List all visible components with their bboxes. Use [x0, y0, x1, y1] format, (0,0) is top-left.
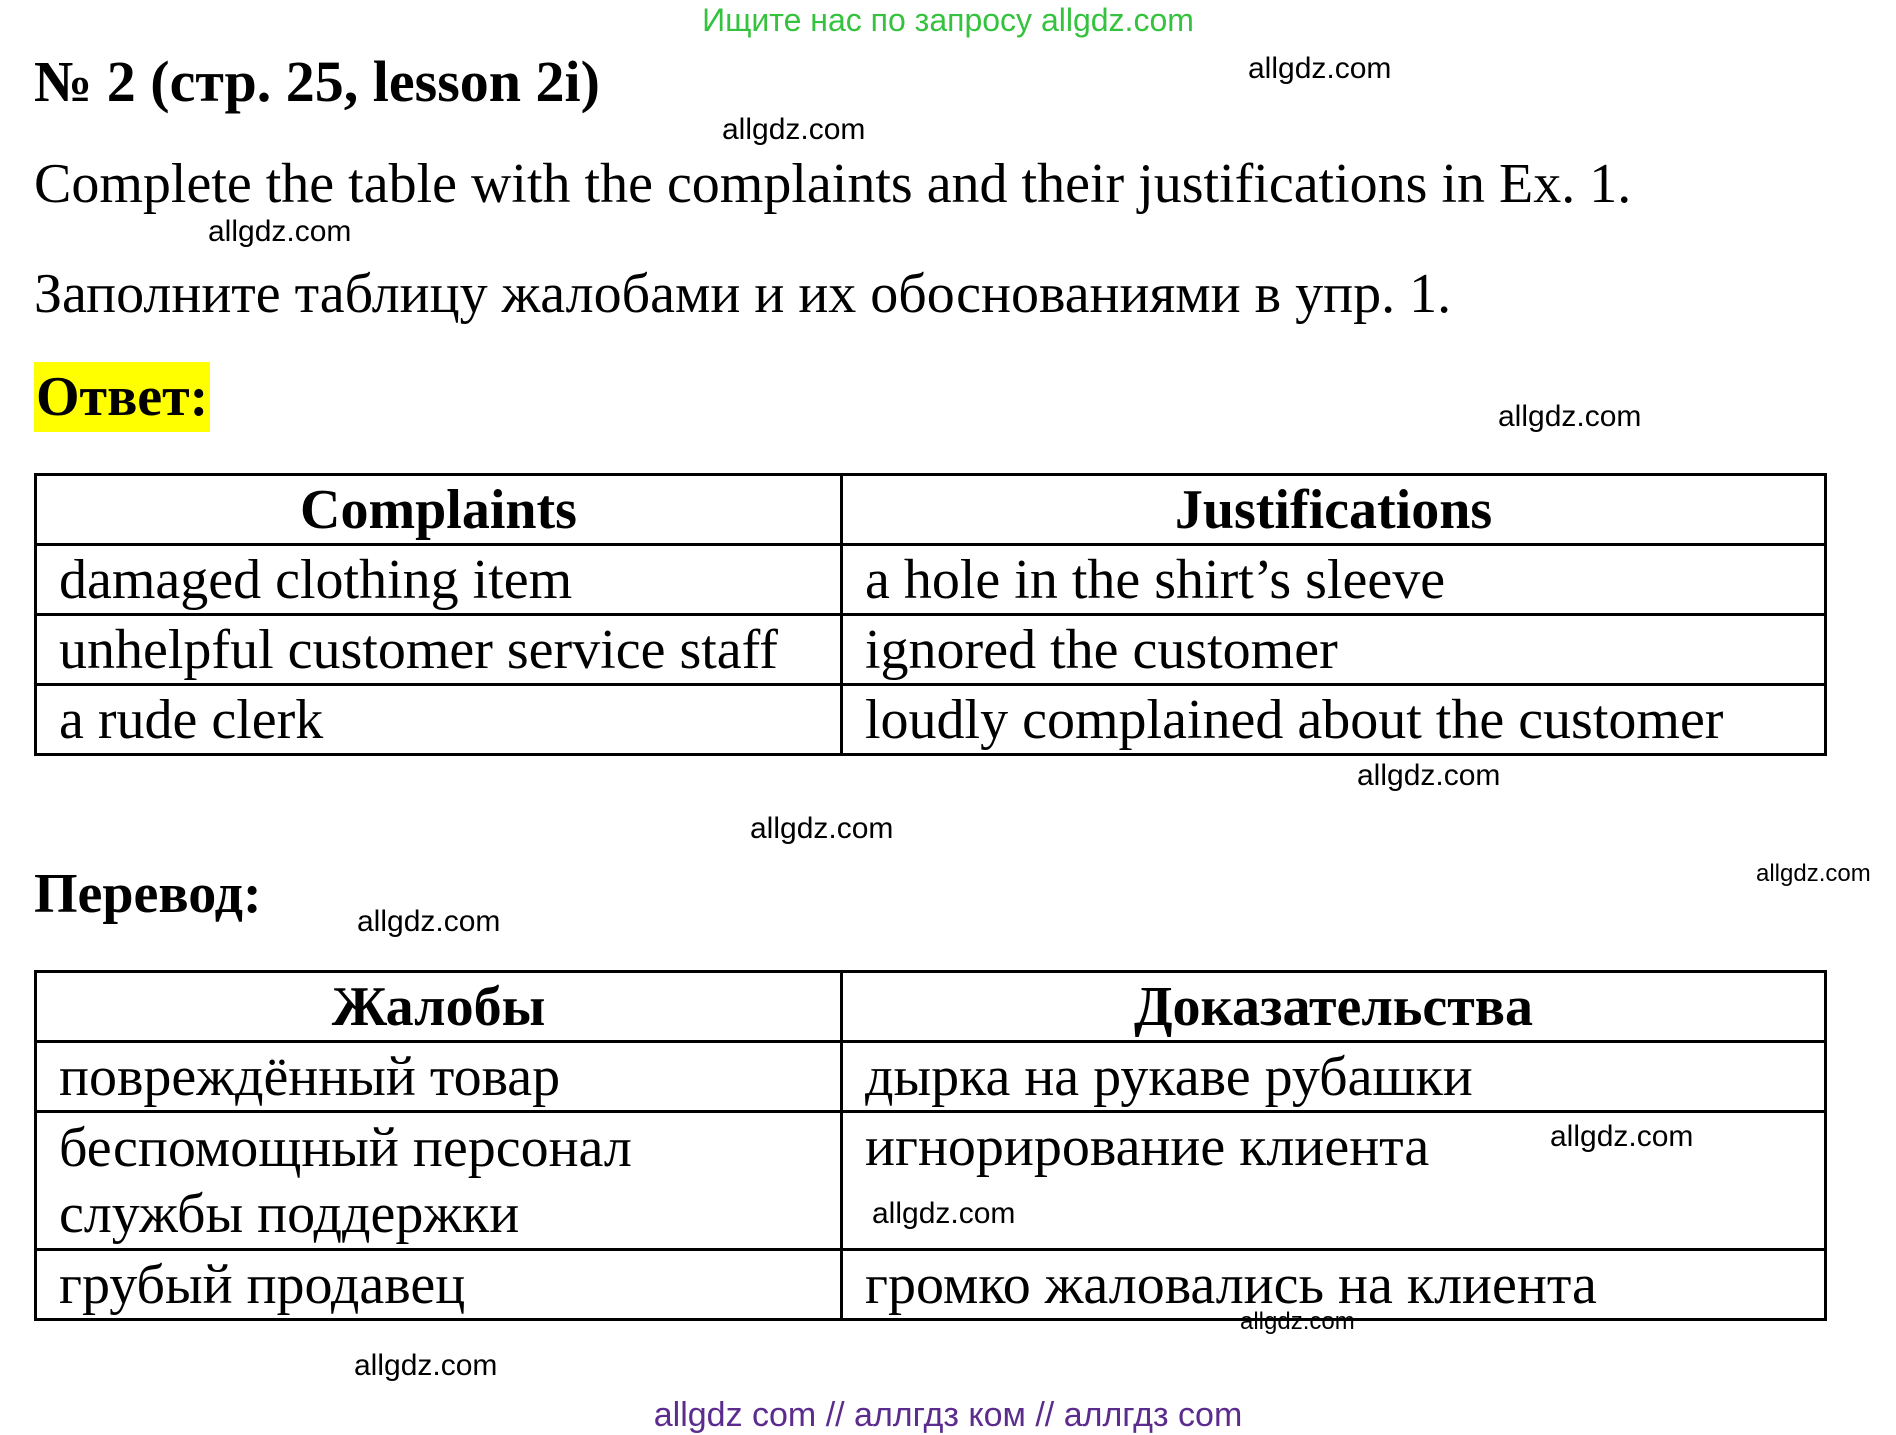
- watermark: allgdz.com: [1550, 1120, 1694, 1153]
- answer-label: Ответ:: [34, 362, 210, 432]
- header-evidence-ru: Доказательства: [842, 972, 1826, 1042]
- task-title: № 2 (стр. 25, lesson 2i): [34, 49, 600, 114]
- answer-table: [34, 473, 1827, 756]
- table-row: [36, 685, 1826, 755]
- watermark: allgdz.com: [354, 1349, 498, 1382]
- watermark: allgdz.com: [357, 905, 501, 938]
- watermark: allgdz.com: [722, 113, 866, 146]
- translation-label: Перевод:: [34, 863, 262, 925]
- watermark: allgdz.com: [1240, 1308, 1355, 1335]
- watermark: allgdz.com: [750, 812, 894, 845]
- watermark: allgdz.com: [1498, 400, 1642, 433]
- justification-cell: ignored the customer: [842, 615, 1826, 685]
- justification-cell: loudly complained about the customer: [842, 685, 1826, 755]
- table-header-row: [36, 475, 1826, 545]
- watermark: allgdz.com: [1248, 52, 1392, 85]
- table-row: [36, 545, 1826, 615]
- evidence-cell: дырка на рукаве рубашки: [842, 1042, 1826, 1112]
- watermark: allgdz.com: [1357, 759, 1501, 792]
- table-header-row: [36, 972, 1826, 1042]
- complaint-cell: беспомощный персонал службы поддержки: [36, 1112, 842, 1250]
- complaint-cell: damaged clothing item: [36, 545, 842, 615]
- watermark: allgdz.com: [208, 215, 352, 248]
- instruction-russian: Заполните таблицу жалобами и их обоснованиями в упр. 1.: [34, 263, 1452, 325]
- justification-cell: a hole in the shirt’s sleeve: [842, 545, 1826, 615]
- complaint-cell: a rude clerk: [36, 685, 842, 755]
- table-row: [36, 1250, 1826, 1320]
- watermark: allgdz.com: [872, 1197, 1016, 1230]
- header-complaints: Complaints: [36, 475, 842, 545]
- instruction-english: Complete the table with the complaints and their justifications in Ex. 1.: [34, 153, 1632, 215]
- table-row: [36, 1042, 1826, 1112]
- complaint-cell: грубый продавец: [36, 1250, 842, 1320]
- header-complaints-ru: Жалобы: [36, 972, 842, 1042]
- footer-links: allgdz com // аллгдз ком // аллгдз com: [653, 1396, 1243, 1434]
- complaint-cell: unhelpful customer service staff: [36, 615, 842, 685]
- header-justifications: Justifications: [842, 475, 1826, 545]
- table-row: [36, 615, 1826, 685]
- complaint-cell: повреждённый товар: [36, 1042, 842, 1112]
- top-banner: Ищите нас по запросу allgdz.com: [702, 2, 1194, 38]
- evidence-cell: громко жаловались на клиента: [842, 1250, 1826, 1320]
- watermark: allgdz.com: [1756, 860, 1871, 887]
- evidence-cell: игнорирование клиента: [842, 1112, 1826, 1250]
